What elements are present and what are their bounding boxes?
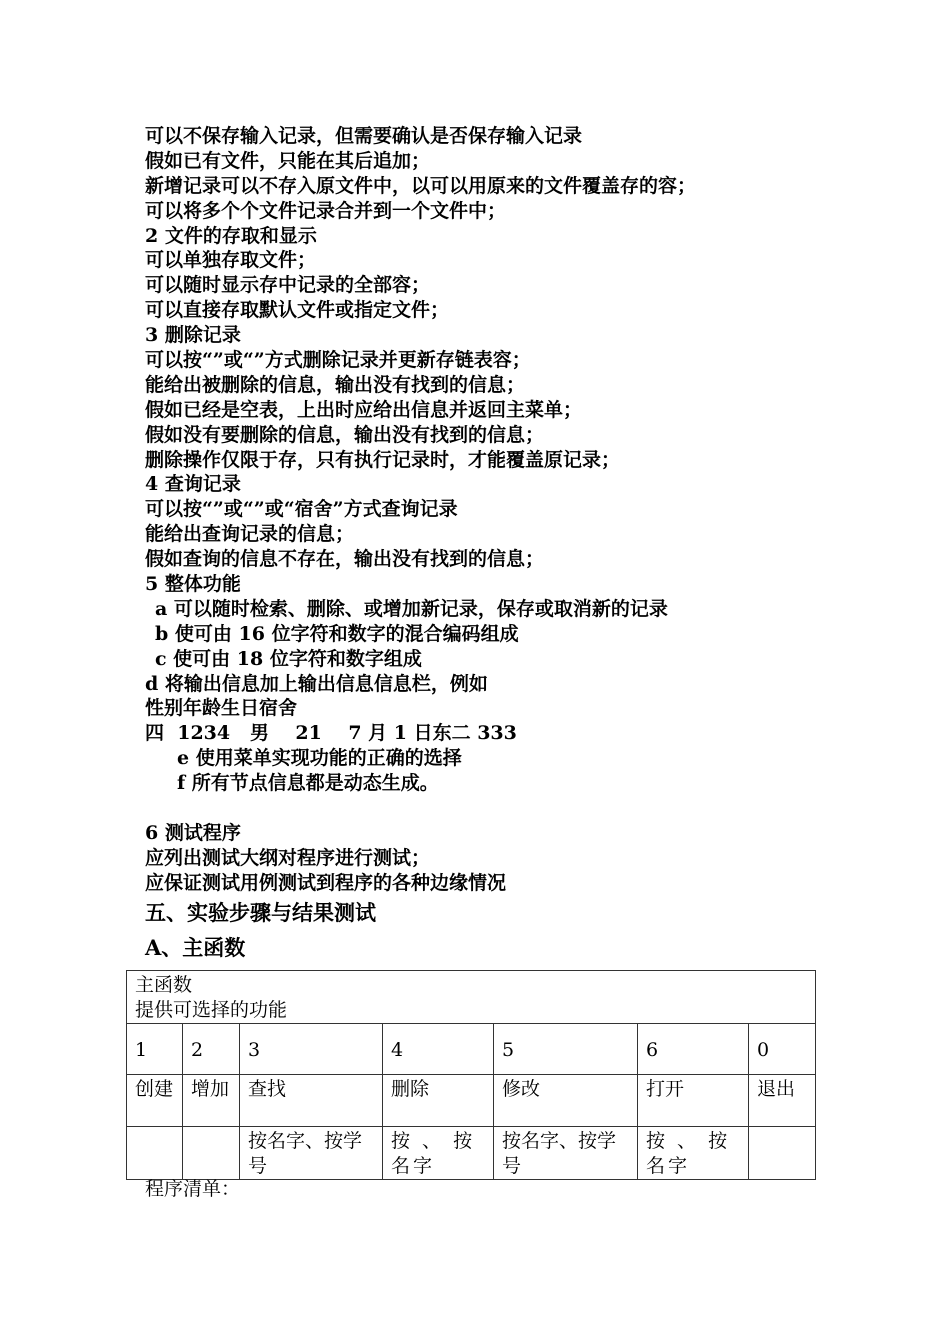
option-number: 0 <box>749 1024 816 1075</box>
list-item: c 使可由 18 位字符和数字组成 <box>155 647 422 670</box>
option-number: 6 <box>638 1024 749 1075</box>
requirements-text <box>145 124 845 896</box>
text-line: 性别年龄生日宿舍 <box>145 697 298 720</box>
section-title-file-access: 2 文件的存取和显示 <box>145 224 317 247</box>
sub-heading: A、主函数 <box>145 935 246 960</box>
table-subtitle: 提供可选择的功能 <box>135 999 288 1021</box>
example-record: 四 1234 男 21 7 月 1 日东二 333 <box>145 722 517 745</box>
text-line: 应列出测试大纲对程序进行测试； <box>145 846 431 869</box>
section-title-delete: 3 删除记录 <box>145 324 241 347</box>
text-line: 可以按“”或“”方式删除记录并更新存链表容； <box>145 349 531 372</box>
option-note <box>183 1127 240 1180</box>
option-number: 1 <box>127 1024 183 1075</box>
text-line: 应保证测试用例测试到程序的各种边缘情况 <box>145 871 507 894</box>
option-name: 删除 <box>383 1075 494 1127</box>
option-note: 按名字、按学号 <box>240 1127 383 1180</box>
section-title-overall: 5 整体功能 <box>145 573 241 596</box>
option-number: 2 <box>183 1024 240 1075</box>
text-line: 假如查询的信息不存在，输出没有找到的信息； <box>145 548 545 571</box>
program-listing-caption: 程序清单： <box>145 1178 241 1200</box>
option-number: 5 <box>494 1024 638 1075</box>
section-title-query: 4 查询记录 <box>145 473 241 496</box>
option-name: 查找 <box>240 1075 383 1127</box>
option-note <box>127 1127 183 1180</box>
option-name: 创建 <box>127 1075 183 1127</box>
list-item: e 使用菜单实现功能的正确的选择 <box>177 747 462 770</box>
text-line: 假如没有要删除的信息，输出没有找到的信息； <box>145 423 545 446</box>
list-item: a 可以随时检索、删除、或增加新记录，保存或取消新的记录 <box>155 597 668 620</box>
text-line: 能给出查询记录的信息； <box>145 523 355 546</box>
option-note <box>749 1127 816 1180</box>
text-line: 可以随时显示存中记录的全部容； <box>145 274 431 297</box>
table-title: 主函数 <box>135 974 193 996</box>
option-note: 按名字、按学号 <box>494 1127 638 1180</box>
text-line: 新增记录可以不存入原文件中，以可以用原来的文件覆盖存的容； <box>145 174 697 197</box>
main-function-table <box>126 970 816 1180</box>
text-line: 假如已经是空表，上出时应给出信息并返回主菜单； <box>145 398 583 421</box>
option-number: 3 <box>240 1024 383 1075</box>
option-name: 退出 <box>749 1075 816 1127</box>
text-line: 可以将多个个文件记录合并到一个文件中； <box>145 199 507 222</box>
list-item: d 将输出信息加上输出信息信息栏，例如 <box>145 672 488 695</box>
option-name: 打开 <box>638 1075 749 1127</box>
section-heading: 五、实验步骤与结果测试 <box>145 900 376 925</box>
section-title-testing: 6 测试程序 <box>145 821 241 844</box>
table-row-names <box>127 1075 816 1127</box>
list-item: b 使可由 16 位字符和数字的混合编码组成 <box>155 622 519 645</box>
option-note: 按 、 按名字 <box>383 1127 494 1180</box>
text-line: 可以按“”或“”或“宿舍”方式查询记录 <box>145 498 458 521</box>
table-header-cell <box>127 971 816 1024</box>
text-line: 可以单独存取文件； <box>145 249 317 272</box>
list-item: f 所有节点信息都是动态生成。 <box>177 772 439 795</box>
text-line: 假如已有文件，只能在其后追加； <box>145 149 431 172</box>
option-number: 4 <box>383 1024 494 1075</box>
option-name: 修改 <box>494 1075 638 1127</box>
text-line: 可以不保存输入记录，但需要确认是否保存输入记录 <box>145 125 583 147</box>
text-line: 可以直接存取默认文件或指定文件； <box>145 299 450 322</box>
option-name: 增加 <box>183 1075 240 1127</box>
table-row-notes <box>127 1127 816 1180</box>
blank-line <box>145 796 845 821</box>
table-row-numbers <box>127 1024 816 1075</box>
text-line: 删除操作仅限于存，只有执行记录时，才能覆盖原记录； <box>145 448 621 471</box>
option-note: 按 、 按名字 <box>638 1127 749 1180</box>
text-line: 能给出被删除的信息，输出没有找到的信息； <box>145 373 526 396</box>
